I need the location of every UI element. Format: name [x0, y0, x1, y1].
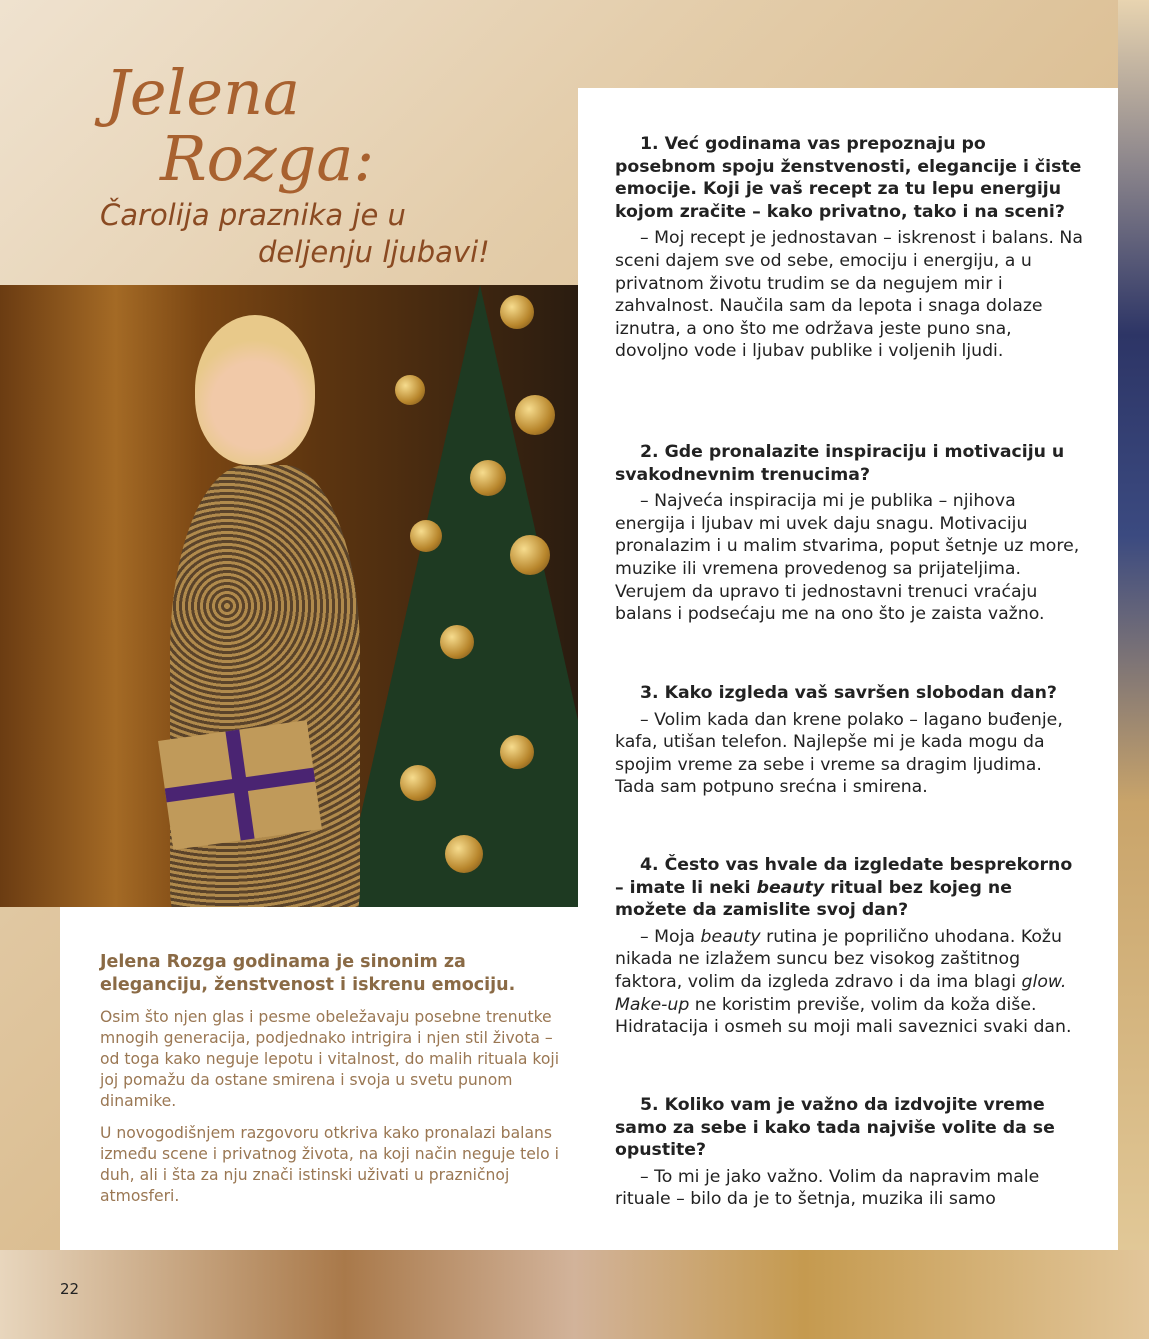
intro-lead: Jelena Rozga godinama je sinonim za eleganciju, ženstvenost i iskrenu emociju.: [100, 952, 516, 995]
intro-paragraph-2: U novogodišnjem razgovoru otkriva kako pronalazi balans između scene i privatnog života, na koji način neguje telo i duh, ali i šta za nju znači istinski uživati u prazničnoj atmosferi.: [100, 1124, 559, 1205]
cover-photo: [0, 285, 578, 907]
christmas-tree: [340, 285, 578, 907]
question-1: 1. Već godinama vas prepoznaju po posebnom spoju ženstvenosti, elegancije i čiste emocije. Koji je vaš recept za tu lepu energiju kojom zračite – kako privatno, tako i na sceni?: [615, 134, 1082, 222]
qa-block-4: [615, 854, 1085, 1039]
background-decor-bottom: [0, 1250, 1149, 1339]
answer-4: [615, 926, 1085, 1039]
page-number: 22: [60, 1280, 80, 1298]
question-3: 3. Kako izgleda vaš savršen slobodan dan?: [640, 683, 1057, 703]
answer-1: – Moj recept je jednostavan – iskrenost i balans. Na sceni dajem sve od sebe, emociju i energiju, a u privatnom životu trudim se da negujem mir i zahvalnost. Naučila sam da lepota i snaga dolaze iznutra, a ono što me održava jeste puno sna, dovoljno vode i ljubav publike i voljenih ljudi.: [615, 228, 1083, 362]
qa-block-1: [615, 133, 1085, 363]
subtitle-line-1: Čarolija praznika je u: [100, 198, 406, 232]
answer-2: – Najveća inspiracija mi je publika – njihova energija i ljubav mi uvek daju snagu. Motivaciju pronalazim i u malim stvarima, poput šetnje uz more, muzike ili vremena provedenog sa prijateljima. Verujem da upravo ti jednostavni trenuci vraćaju balans i podsećaju me na ono što je zaista važno.: [615, 491, 1080, 625]
question-4-italic: beauty: [756, 877, 825, 898]
background-decor-right: [1118, 0, 1149, 1339]
qa-block-5: [615, 1094, 1085, 1211]
question-5: 5. Koliko vam je važno da izdvojite vreme samo za sebe i kako tada najviše volite da se opustite?: [615, 1095, 1055, 1161]
intro-paragraph-1: Osim što njen glas i pesme obeležavaju posebne trenutke mnogih generacija, podjednako intrigira i njen stil života – od toga kako neguje lepotu i vitalnost, do malih rituala koji joj pomažu da ostane smirena i svoja u svetu punom dinamike.: [100, 1008, 560, 1110]
qa-block-2: [615, 441, 1085, 626]
answer-4-text: – Moja: [640, 926, 701, 947]
gift-box: [158, 720, 322, 850]
subtitle-line-2: deljenju ljubavi!: [258, 235, 490, 269]
title-line-2: Rozga:: [160, 122, 375, 195]
question-4: [615, 854, 1085, 922]
question-2: 2. Gde pronalazite inspiraciju i motivaciju u svakodnevnim trenucima?: [615, 442, 1065, 485]
answer-4-italic: glow. Make-up: [615, 971, 1067, 1015]
answer-3: – Volim kada dan krene polako – lagano buđenje, kafa, utišan telefon. Najlepše mi je kada mogu da spojim vreme za sebe i vreme sa dragim ljudima. Tada sam potpuno srećna i smirena.: [615, 709, 1063, 798]
answer-4-text: ne koristim previše, volim da koža diše. Hidratacija i osmeh su moji mali saveznici svaki dan.: [615, 994, 1072, 1038]
intro-text: [100, 951, 562, 1207]
title-line-1: Jelena: [105, 56, 300, 129]
question-4-text: 4. Često vas hvale da izgledate besprekorno – imate li neki: [615, 855, 1073, 898]
qa-block-3: [615, 682, 1085, 799]
answer-4-italic: beauty: [700, 926, 761, 947]
answer-5: – To mi je jako važno. Volim da napravim male rituale – bilo da je to šetnja, muzika ili samo: [615, 1166, 1040, 1210]
answer-4-text: rutina je poprilično uhodana. Kožu nikada ne izlažem suncu bez visokog zaštitnog faktora, volim da izgleda zdravo i da ima blagi: [615, 926, 1062, 992]
question-4-text: ritual bez kojeg ne možete da zamislite svoj dan?: [615, 877, 1012, 921]
